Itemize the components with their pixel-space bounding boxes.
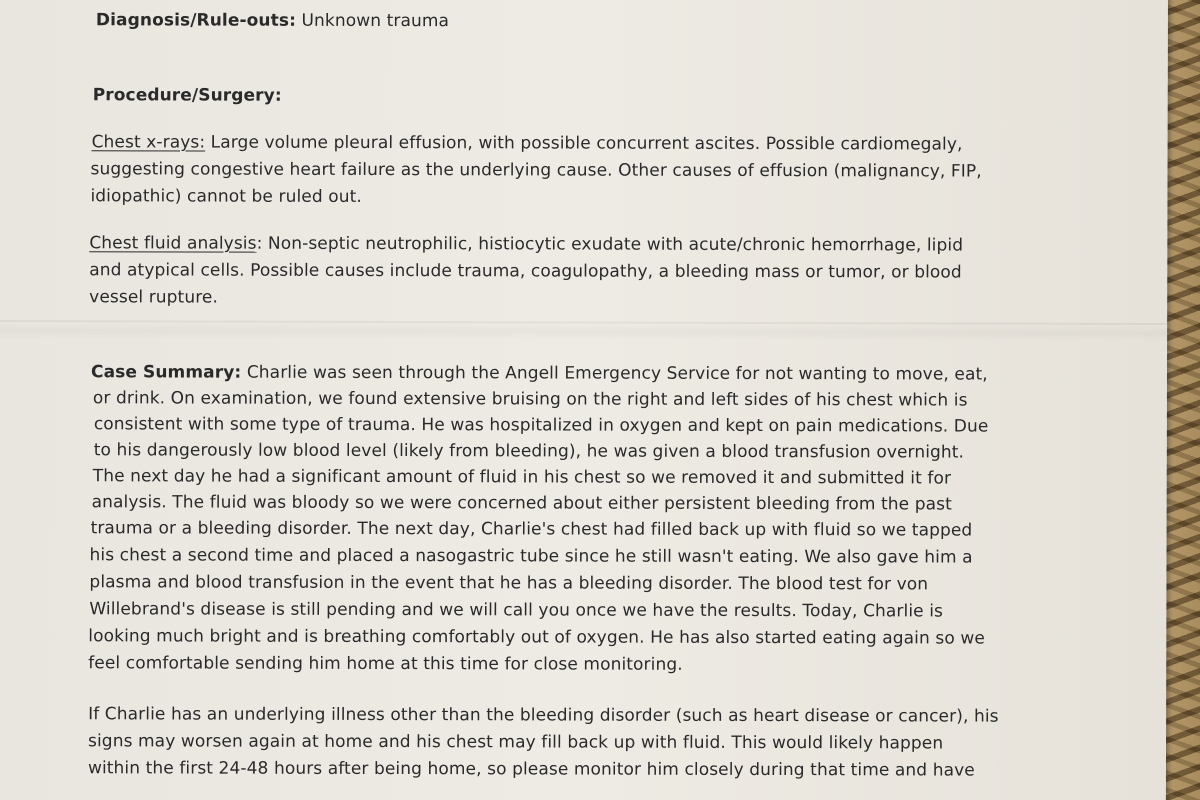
followup-text-3: within the first 24-48 hours after being home, so please monitor him closely during that time and have xyxy=(87,758,975,781)
chest-fluid-label: Chest fluid analysis xyxy=(89,233,257,254)
chest-fluid-text-3: vessel rupture. xyxy=(89,287,219,308)
case-summary-text-11: looking much bright and is breathing comfortably out of oxygen. He has also started eating again so we xyxy=(88,626,985,649)
chest-xrays-text-1: Large volume pleural effusion, with possible concurrent ascites. Possible cardiomegaly, xyxy=(210,132,963,155)
case-summary-text-3: consistent with some type of trauma. He was hospitalized in oxygen and kept on pain medications. Due xyxy=(93,414,989,437)
case-summary-text-7: trauma or a bleeding disorder. The next day, Charlie's chest had filled back up with fluid so we tapped xyxy=(90,518,973,541)
case-summary-text-2: or drink. On examination, we found extensive bruising on the right and left sides of his chest which is xyxy=(92,388,968,411)
case-summary-text-6: analysis. The fluid was bloody so we were concerned about either persistent bleeding from the past xyxy=(91,492,952,515)
followup-text-2: signs may worsen again at home and his chest may fill back up with fluid. This would likely happen xyxy=(88,731,944,754)
case-summary-text-1: Charlie was seen through the Angell Emergency Service for not wanting to move, eat, xyxy=(246,362,988,385)
chest-xrays-text-3: idiopathic) cannot be ruled out. xyxy=(90,186,362,207)
case-summary-text-4: to his dangerously low blood level (likely from bleeding), he was given a blood transfusion overnight. xyxy=(93,440,965,463)
chest-xrays-label: Chest x-rays: xyxy=(91,132,206,153)
case-summary-label: Case Summary: xyxy=(90,362,242,383)
diagnosis-line xyxy=(96,10,449,31)
case-summary-line-1 xyxy=(91,362,988,384)
procedure-heading: Procedure/Surgery: xyxy=(92,85,282,106)
diagnosis-value: Unknown trauma xyxy=(301,10,450,32)
chest-xrays-line-1 xyxy=(92,132,963,154)
case-summary-text-10: Willebrand's disease is still pending and we will call you once we have the results. Today, Charlie is xyxy=(89,599,944,622)
chest-xrays-text-2: suggesting congestive heart failure as the underlying cause. Other causes of effusion (malignancy, FIP, xyxy=(90,159,982,182)
chest-fluid-text-1: : Non-septic neutrophilic, histiocytic exudate with acute/chronic hemorrhage, lipid xyxy=(256,233,964,256)
case-summary-text-8: his chest a second time and placed a nasogastric tube since he still wasn't eating. We also gave him a xyxy=(89,545,973,568)
followup-text-1: If Charlie has an underlying illness other than the bleeding disorder (such as heart disease or cancer), his xyxy=(88,704,999,727)
chest-fluid-line-1 xyxy=(89,233,963,255)
case-summary-text-5: The next day he had a significant amount of fluid in his chest so we removed it and submitted it for xyxy=(92,466,952,489)
case-summary-text-9: plasma and blood transfusion in the event that he has a bleeding disorder. The blood test for von xyxy=(89,572,929,595)
diagnosis-label: Diagnosis/Rule-outs: xyxy=(95,10,297,31)
case-summary-text-12: feel comfortable sending him home at this time for close monitoring. xyxy=(88,653,683,675)
chest-fluid-text-2: and atypical cells. Possible causes include trauma, coagulopathy, a bleeding mass or tumor, or blood xyxy=(89,260,962,283)
